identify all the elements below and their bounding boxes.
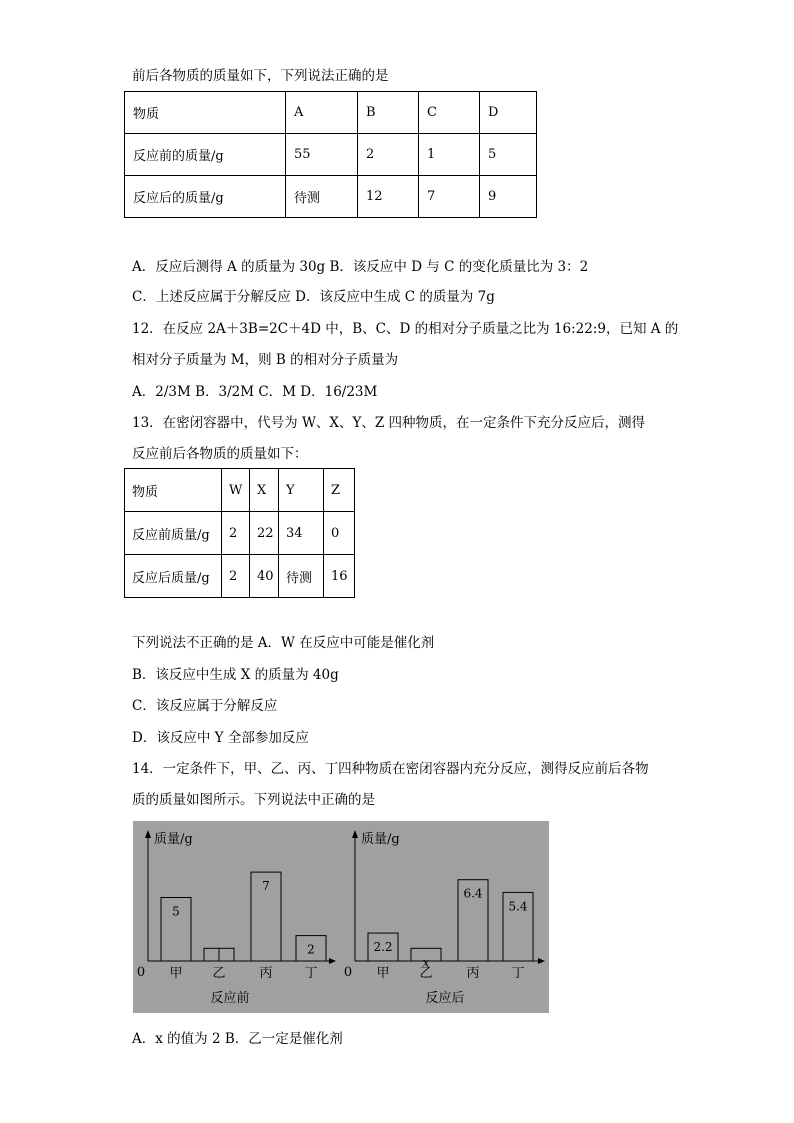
data-label: 5.4 [508,899,528,914]
table-cell: 5 [480,134,537,176]
q13-table [124,468,355,598]
q11-intro: 前后各物质的质量如下，下列说法正确的是 [132,68,389,84]
table-cell: 22 [250,512,279,555]
origin-label: 0 [136,965,146,980]
q13-option-b: B．该反应中生成 X 的质量为 40g [132,667,339,683]
x-tick-label: 丁 [511,966,525,981]
x-tick-label: 乙 [212,966,226,981]
data-label: 5 [172,904,180,919]
table-row [125,512,355,555]
table-cell: 物质 [125,469,222,512]
data-label: 2 [307,942,315,957]
table-cell: 7 [419,176,480,218]
figure-background [133,821,549,1013]
q14-stem-line2: 质的质量如图所示。下列说法中正确的是 [132,792,375,808]
table-cell: Y [279,469,324,512]
x-tick-label: 丙 [466,966,480,981]
chart-title: 反应后 [425,991,465,1006]
q14-options-ab: A．x 的值为 2 B．乙一定是催化剂 [132,1031,343,1047]
table-cell: 2 [358,134,419,176]
q14-stem-line1: 14．一定条件下，甲、乙、丙、丁四种物质在密闭容器内充分反应，测得反应前后各物 [132,761,649,777]
data-label: 2.2 [373,940,393,955]
x-tick-label: 丁 [304,966,318,981]
table-cell: B [358,92,419,134]
table-cell: W [222,469,250,512]
q12-options: A．2/3M B．3/2M C．M D．16/23M [132,384,378,400]
table-row [125,555,355,598]
table-cell: 2 [222,555,250,598]
y-axis-label: 质量/g [154,832,193,847]
q13-option-d: D．该反应中 Y 全部参加反应 [132,730,309,746]
q12-stem-line2: 相对分子质量为 M，则 B 的相对分子质量为 [132,352,399,368]
table-cell: 待测 [279,555,324,598]
table-cell: 1 [419,134,480,176]
mass-bar-charts-figure [133,821,549,1013]
y-axis-label: 质量/g [361,832,400,847]
table-cell: 9 [480,176,537,218]
table-cell: Z [324,469,355,512]
q12-stem-line1: 12．在反应 2A＋3B=2C＋4D 中，B、C、D 的相对分子质量之比为 16:22:9，已知 A 的 [132,321,679,337]
table-cell: D [480,92,537,134]
origin-label: 0 [343,965,353,980]
data-label: 6.4 [463,886,483,901]
q13-stem-line1: 13．在密闭容器中，代号为 W、X、Y、Z 四种物质，在一定条件下充分反应后，测得 [132,415,646,431]
table-cell: 待测 [286,176,358,218]
q13-stem-line2: 反应前后各物质的质量如下： [132,446,308,462]
chart-title: 反应前 [210,991,250,1006]
data-label: 7 [262,879,270,894]
table-row [125,92,537,134]
table-cell: 反应前的质量/g [125,134,286,176]
x-tick-label: 乙 [419,966,433,981]
table-cell: 2 [222,512,250,555]
data-label: x [422,955,430,970]
table-cell: A [286,92,358,134]
table-row [125,469,355,512]
q13-option-a: 下列说法不正确的是 A．W 在反应中可能是催化剂 [132,635,435,651]
table-cell: 12 [358,176,419,218]
table-row [125,134,537,176]
q11-options-ab: A．反应后测得 A 的质量为 30g B．该反应中 D 与 C 的变化质量比为 3：2 [132,259,589,275]
table-cell: 16 [324,555,355,598]
x-tick-label: 丙 [259,966,273,981]
x-tick-label: 甲 [376,966,390,981]
q13-option-c: C．该反应属于分解反应 [132,698,278,714]
table-row [125,176,537,218]
table-cell: 55 [286,134,358,176]
table-cell: 反应前质量/g [125,512,222,555]
table-cell: 反应后质量/g [125,555,222,598]
table-cell: C [419,92,480,134]
q11-table [124,91,537,218]
table-cell: 反应后的质量/g [125,176,286,218]
table-cell: 0 [324,512,355,555]
table-cell: X [250,469,279,512]
table-cell: 40 [250,555,279,598]
table-cell: 物质 [125,92,286,134]
q11-options-cd: C．上述反应属于分解反应 D．该反应中生成 C 的质量为 7g [132,289,495,305]
x-tick-label: 甲 [169,966,183,981]
table-cell: 34 [279,512,324,555]
